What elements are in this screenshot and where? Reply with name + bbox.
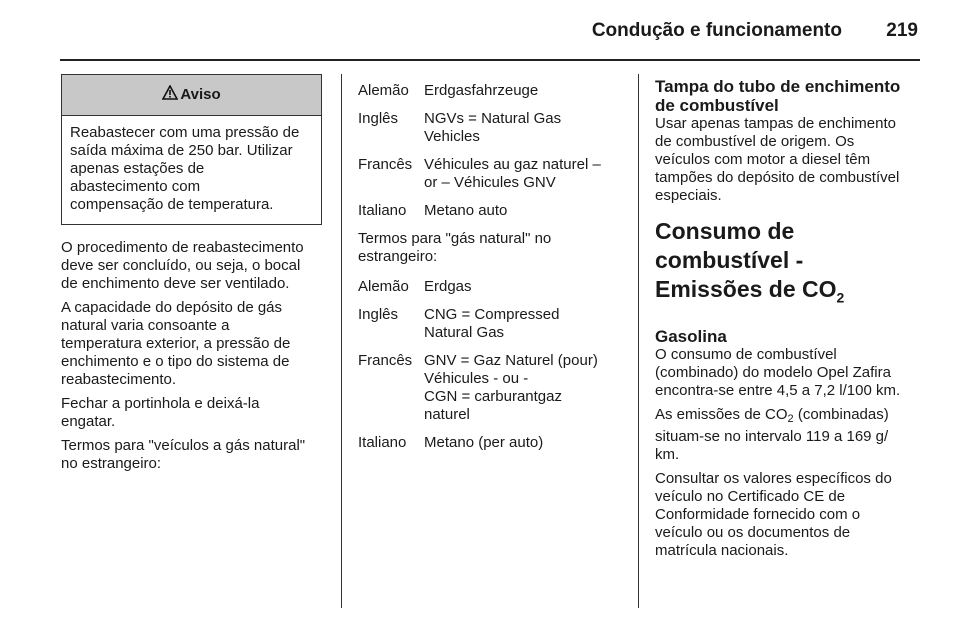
language-label: Alemão [358,278,409,295]
text-line: Vehicles [424,128,480,145]
text-line: veículo ou os documentos de [655,523,851,541]
term-value [424,82,628,100]
column-3 [655,77,923,566]
table-row [358,156,628,192]
table-row [358,110,628,146]
table-row [358,352,628,424]
text-line: or – Véhicules GNV [424,174,556,191]
language-label: Inglês [358,306,399,323]
text-line: GNV = Gaz Naturel (pour) [424,352,598,369]
text-fragment: As emissões de CO [655,405,788,423]
heading-line: de combustível [655,96,779,115]
main-heading-consumption [655,217,923,313]
text-line: de enchimento deve ser ventilado. [61,275,290,292]
column-divider-1 [341,74,342,608]
table-row [358,82,628,100]
term-value [424,110,628,146]
text-line: Termos para "gás natural" no [358,230,552,247]
text-line: km. [655,445,680,463]
text-line: O procedimento de reabastecimento [61,239,304,256]
heading-line [655,275,923,313]
text-line: CGN = carburantgaz [424,388,562,405]
term-value [424,306,628,342]
text-line: deve ser concluído, ou seja, o bocal [61,257,301,274]
table-row [358,434,628,452]
text-line: enchimento e o tipo do sistema de [61,353,290,370]
terms-table-gas [358,278,628,452]
term-value [424,278,628,296]
paragraph-terms-gas [358,230,628,266]
warning-triangle-icon [162,85,178,105]
text-line: matrícula nacionais. [655,541,789,559]
text-line: Natural Gas [424,324,505,341]
text-line: O consumo de combustível [655,345,837,363]
term-value [424,434,628,452]
heading-text: Emissões de CO [655,276,837,302]
text-line: engatar. [61,413,116,430]
text-line: encontra-se entre 4,5 a 7,2 l/100 km. [655,381,901,399]
text-line: A capacidade do depósito de gás [61,299,283,316]
text-line: Termos para "veículos a gás natural" [61,437,306,454]
term-value [424,352,628,424]
text-line: (combinado) do modelo Opel Zafira [655,363,891,381]
heading-line: Tampa do tubo de enchimento [655,77,901,96]
heading-line: Consumo de combustível - [655,218,804,273]
language-label: Italiano [358,434,407,451]
text-line: Metano auto [424,202,508,219]
paragraph-fuel-cap [655,115,923,205]
text-line: CNG = Compressed [424,306,560,323]
paragraph-close-flap [61,395,324,431]
text-line: Consultar os valores específicos do [655,469,892,487]
text-line: estrangeiro: [358,248,438,265]
term-value [424,156,628,192]
header-divider [60,59,920,61]
paragraph-terms-vehicles [61,437,324,473]
page-header [0,0,960,60]
text-line: tampões do depósito de combustível [655,169,900,186]
warning-title: Aviso [180,86,221,103]
table-row [358,306,628,342]
table-row [358,202,628,220]
paragraph-consumption [655,346,923,400]
terms-table-vehicles [358,82,628,220]
warning-line: Reabastecer com uma pressão de [70,124,300,141]
column-2 [358,82,628,462]
warning-box [61,74,322,225]
section-heading-fuel-cap [655,77,923,115]
text-line: natural varia consoante a [61,317,230,334]
table-row [358,278,628,296]
language-label: Inglês [358,110,399,127]
text-line: Véhicules au gaz naturel – [424,156,601,173]
column-divider-2 [638,74,639,608]
warning-line: compensação de temperatura. [70,196,274,213]
text-line: reabastecimento. [61,371,177,388]
page-number: 219 [886,20,918,41]
paragraph-consult-values [655,470,923,560]
text-line: Véhicules - ou - [424,370,529,387]
warning-line: apenas estações de [70,160,205,177]
text-line: veículos com motor a diesel têm [655,151,871,168]
section-heading-gasolina: Gasolina [655,326,727,346]
text-line: especiais. [655,187,722,204]
text-line: Fechar a portinhola e deixá-la [61,395,260,412]
text-fragment: (combinadas) [793,405,889,423]
text-line: Erdgas [424,278,472,295]
text-line: no estrangeiro: [61,455,162,472]
text-line: temperatura exterior, a pressão de [61,335,291,352]
text-line: naturel [424,406,470,423]
language-label: Francês [358,156,413,173]
warning-line: saída máxima de 250 bar. Utilizar [70,142,293,159]
warning-header [62,75,321,116]
text-line: Conformidade fornecido com o [655,505,861,523]
text-line: Metano (per auto) [424,434,544,451]
column-1 [61,74,324,479]
subscript: 2 [787,412,794,425]
text-line: veículo no Certificado CE de [655,487,846,505]
paragraph-tank-capacity [61,299,324,389]
warning-body [62,116,321,224]
language-label: Alemão [358,82,409,99]
subscript: 2 [836,289,845,306]
paragraph-refuel-procedure [61,239,324,293]
text-line: NGVs = Natural Gas [424,110,562,127]
text-line: de combustível de origem. Os [655,133,855,150]
language-label: Italiano [358,202,407,219]
term-value [424,202,628,220]
warning-line: abastecimento com [70,178,201,195]
page-title: Condução e funcionamento [591,20,842,41]
paragraph-emissions [655,406,923,464]
text-line: situam-se no intervalo 119 a 169 g/ [655,427,889,445]
text-line: Erdgasfahrzeuge [424,82,539,99]
text-line: Usar apenas tampas de enchimento [655,115,896,132]
text-line [655,406,923,428]
language-label: Francês [358,352,413,369]
